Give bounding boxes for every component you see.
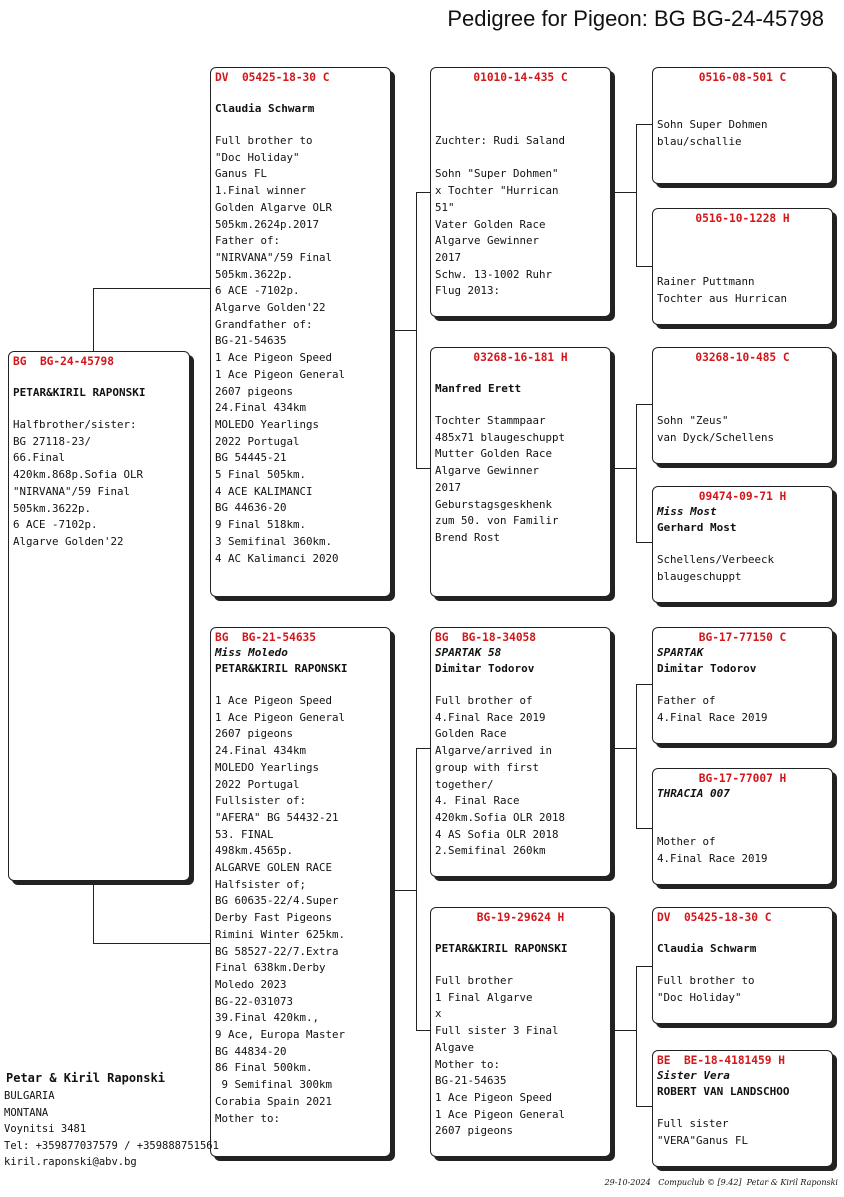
note-line: 86 Final 500km. bbox=[215, 1061, 313, 1075]
note-line: Full brother to bbox=[215, 134, 313, 147]
note-line: 4 AC Kalimanci 2020 bbox=[215, 551, 339, 565]
note-line: 39.Final 420km., bbox=[215, 1011, 320, 1025]
note-line: 66.Final bbox=[13, 451, 66, 465]
breeder-info bbox=[4, 1068, 219, 1171]
note-line: Golden Algarve OLR bbox=[215, 200, 333, 214]
note-line: Derby Fast Pigeons bbox=[215, 911, 333, 925]
pigeon-card-ff[interactable] bbox=[430, 67, 611, 317]
note-line: Vater Golden Race bbox=[435, 217, 546, 231]
note-line: 9 Semifinal 300km bbox=[215, 1078, 333, 1092]
note-line: 485x71 blaugeschuppt bbox=[435, 430, 566, 444]
note-line: 498km.4565p. bbox=[215, 844, 294, 858]
note-line: Schw. 13-1002 Ruhr bbox=[435, 267, 553, 281]
note-line bbox=[435, 150, 606, 167]
connector-line bbox=[416, 192, 417, 468]
note-line: Rimini Winter 625km. bbox=[215, 927, 346, 941]
note-line: Brend Rost bbox=[435, 530, 501, 544]
notes bbox=[657, 693, 828, 726]
note-line: x Tochter "Hurrican bbox=[435, 184, 559, 198]
connector-line bbox=[636, 966, 637, 1106]
ring-number: DV 05425-18-30 C bbox=[657, 911, 772, 924]
note-line: 5 Final 505km. bbox=[215, 468, 307, 482]
connector-line bbox=[93, 288, 94, 352]
breeder-address bbox=[4, 1088, 219, 1171]
pigeon-card-fff[interactable] bbox=[652, 67, 833, 184]
notes bbox=[435, 693, 606, 860]
ring-number: 09474-09-71 H bbox=[698, 490, 787, 503]
note-line: 1 Ace Pigeon Speed bbox=[215, 351, 333, 365]
pigeon-name: Sister Vera bbox=[657, 1069, 730, 1082]
connector-line bbox=[93, 288, 211, 289]
note-line: MOLEDO Yearlings bbox=[215, 417, 320, 431]
note-line: 1 Ace Pigeon General bbox=[435, 1107, 566, 1121]
connector-line bbox=[636, 124, 637, 266]
note-line: "NIRVANA"/59 Final bbox=[215, 250, 333, 264]
note-line: Algarve/arrived in bbox=[435, 744, 553, 758]
notes bbox=[657, 1116, 828, 1149]
note-line: 420km.Sofia OLR 2018 bbox=[435, 810, 566, 824]
note-line: 1 Final Algarve bbox=[435, 990, 533, 1004]
connector-line bbox=[392, 330, 416, 331]
note-line: Mother of bbox=[657, 835, 716, 848]
pigeon-card-main[interactable] bbox=[8, 351, 190, 881]
breeder-name: Petar & Kiril Raponski bbox=[6, 1071, 165, 1085]
page-title: Pedigree for Pigeon: BG BG-24-45798 bbox=[447, 6, 824, 31]
ring-number: BG BG-18-34058 bbox=[435, 631, 537, 644]
notes bbox=[435, 413, 606, 547]
ring-number: BE BE-18-4181459 H bbox=[657, 1054, 785, 1067]
note-line: blaugeschuppt bbox=[657, 569, 742, 583]
note-line: "Doc Holiday" bbox=[215, 150, 300, 164]
note-line: 51" bbox=[435, 200, 455, 214]
note-line: 2022 Portugal bbox=[215, 434, 300, 448]
ring-number: BG-17-77150 C bbox=[698, 631, 787, 644]
note-line: Full brother bbox=[435, 974, 514, 987]
note-line: Sohn "Super Dohmen" bbox=[435, 167, 559, 181]
note-line: Ganus FL bbox=[215, 167, 268, 181]
note-line: MOLEDO Yearlings bbox=[215, 760, 320, 774]
notes bbox=[215, 133, 386, 567]
note-line: zum 50. von Familir bbox=[435, 514, 559, 528]
connector-line bbox=[416, 468, 430, 469]
note-line: 24.Final 434km bbox=[215, 401, 307, 415]
note-line: Halfbrother/sister: bbox=[13, 418, 137, 431]
note-line: Algarve Gewinner bbox=[435, 234, 540, 248]
connector-line bbox=[636, 828, 652, 829]
note-line: BG-22-031073 bbox=[215, 994, 294, 1008]
ring-number: BG-17-77007 H bbox=[698, 772, 787, 785]
pigeon-card-fm[interactable] bbox=[430, 347, 611, 597]
pigeon-name: SPARTAK bbox=[657, 646, 704, 659]
note-line: 6 ACE -7102p. bbox=[13, 518, 98, 532]
pigeon-card-mother[interactable] bbox=[210, 627, 391, 1157]
note-line: BG 44834-20 bbox=[215, 1044, 287, 1058]
connector-line bbox=[636, 542, 652, 543]
pigeon-card-mfm[interactable] bbox=[652, 768, 833, 885]
note-line: Full sister bbox=[657, 1117, 729, 1130]
note-line: 2017 bbox=[435, 250, 462, 264]
ring-number: 0516-10-1228 H bbox=[695, 212, 790, 225]
note-line: Full brother of bbox=[435, 694, 533, 707]
note-line: Father of bbox=[657, 694, 716, 707]
note-line: 1.Final winner bbox=[215, 184, 307, 198]
connector-line bbox=[93, 880, 94, 943]
note-line: Zuchter: Rudi Saland bbox=[435, 134, 566, 147]
pigeon-name: SPARTAK 58 bbox=[435, 646, 502, 659]
note-line: 9 Ace, Europa Master bbox=[215, 1028, 346, 1042]
note-line: 505km.2624p.2017 bbox=[215, 217, 320, 231]
ring-number: 0516-08-501 C bbox=[698, 71, 787, 84]
pigeon-card-mf[interactable] bbox=[430, 627, 611, 877]
note-line: "AFERA" BG 54432-21 bbox=[215, 810, 339, 824]
note-line: "NIRVANA"/59 Final bbox=[13, 484, 131, 498]
note-line: BG 54445-21 bbox=[215, 451, 287, 465]
note-line: 9 Final 518km. bbox=[215, 518, 307, 532]
connector-line bbox=[416, 1030, 430, 1031]
note-line: BG-21-54635 bbox=[215, 334, 287, 348]
note-line: Algarve Golden'22 bbox=[13, 534, 124, 548]
connector-line bbox=[416, 748, 417, 1030]
note-line: Mother to: bbox=[435, 1057, 501, 1071]
note-line: Final 638km.Derby bbox=[215, 961, 326, 975]
connector-line bbox=[636, 684, 637, 828]
connector-line bbox=[636, 1106, 652, 1107]
pigeon-card-mm[interactable] bbox=[430, 907, 611, 1157]
note-line: 2607 pigeons bbox=[215, 384, 294, 398]
owner-name: Gerhard Most bbox=[657, 521, 737, 534]
note-line: x bbox=[435, 1007, 442, 1021]
ring-number: BG BG-24-45798 bbox=[13, 355, 115, 368]
connector-line bbox=[416, 748, 430, 749]
owner-name: ROBERT VAN LANDSCHOO bbox=[657, 1085, 790, 1098]
note-line: 4. Final Race bbox=[435, 794, 520, 808]
note-line: ALGARVE GOLEN RACE bbox=[215, 861, 333, 875]
note-line: Mother to: bbox=[215, 1111, 281, 1125]
connector-line bbox=[612, 192, 636, 193]
notes bbox=[435, 973, 606, 1140]
note-line: 4.Final Race 2019 bbox=[657, 710, 768, 724]
note-line: 6 ACE -7102p. bbox=[215, 284, 300, 298]
note-line: 4.Final Race 2019 bbox=[435, 710, 546, 724]
ring-number: BG BG-21-54635 bbox=[215, 631, 317, 644]
connector-line bbox=[636, 404, 637, 542]
note-line: "VERA"Ganus FL bbox=[657, 1133, 749, 1147]
notes bbox=[215, 693, 386, 1127]
connector-line bbox=[612, 748, 636, 749]
note-line: 4 ACE KALIMANCI bbox=[215, 484, 313, 498]
owner-name: PETAR&KIRIL RAPONSKI bbox=[13, 386, 146, 399]
note-line: BG 27118-23/ bbox=[13, 434, 92, 448]
pigeon-card-mmm[interactable] bbox=[652, 1050, 833, 1167]
connector-line bbox=[636, 684, 652, 685]
note-line: Tochter Stammpaar bbox=[435, 414, 546, 427]
note-line: Voynitsi 3481 bbox=[4, 1123, 87, 1135]
connector-line bbox=[612, 468, 636, 469]
connector-line bbox=[636, 266, 652, 267]
notes bbox=[657, 413, 828, 446]
note-line: Rainer Puttmann bbox=[657, 275, 755, 288]
note-line: Full sister 3 Final bbox=[435, 1024, 559, 1038]
pigeon-card-ffm[interactable] bbox=[652, 208, 833, 325]
note-line: van Dyck/Schellens bbox=[657, 430, 775, 444]
note-line: Full brother to bbox=[657, 974, 755, 987]
ring-number: 03268-10-485 C bbox=[695, 351, 790, 364]
note-line: Halfsister of; bbox=[215, 877, 307, 891]
note-line: Corabia Spain 2021 bbox=[215, 1094, 333, 1108]
note-line: BG-21-54635 bbox=[435, 1074, 507, 1088]
note-line: 2607 pigeons bbox=[215, 727, 294, 741]
note-line: Algave bbox=[435, 1040, 475, 1054]
note-line: 2607 pigeons bbox=[435, 1124, 514, 1138]
owner-name: PETAR&KIRIL RAPONSKI bbox=[435, 942, 568, 955]
note-line: 24.Final 434km bbox=[215, 744, 307, 758]
note-line: 3 Semifinal 360km. bbox=[215, 534, 333, 548]
note-line: BG 44636-20 bbox=[215, 501, 287, 515]
connector-line bbox=[636, 966, 652, 967]
note-line: 420km.868p.Sofia OLR bbox=[13, 468, 144, 482]
connector-line bbox=[612, 1030, 636, 1031]
pigeon-name: Miss Most bbox=[657, 505, 717, 518]
owner-name: Manfred Erett bbox=[435, 382, 522, 395]
note-line: Schellens/Verbeeck bbox=[657, 553, 775, 566]
pigeon-name: THRACIA 007 bbox=[657, 787, 730, 800]
notes bbox=[657, 973, 828, 1006]
connector-line bbox=[636, 404, 652, 405]
note-line: Fullsister of: bbox=[215, 794, 307, 808]
note-line: "Doc Holiday" bbox=[657, 990, 742, 1004]
note-line: 1 Ace Pigeon General bbox=[215, 367, 346, 381]
note-line: 1 Ace Pigeon Speed bbox=[435, 1090, 553, 1104]
footer-credit: 29-10-2024 Compuclub © [9.42] Petar & Kiril Raponski bbox=[604, 1178, 838, 1187]
note-line: 505km.3622p. bbox=[13, 501, 92, 515]
note-line: 2022 Portugal bbox=[215, 777, 300, 791]
note-line: kiril.raponski@abv.bg bbox=[4, 1156, 137, 1168]
note-line: together/ bbox=[435, 777, 494, 791]
pigeon-card-fmf[interactable] bbox=[652, 347, 833, 464]
note-line: 1 Ace Pigeon Speed bbox=[215, 694, 333, 707]
note-line: Golden Race bbox=[435, 727, 507, 741]
note-line: 53. FINAL bbox=[215, 827, 274, 841]
note-line: 4.Final Race 2019 bbox=[657, 851, 768, 865]
note-line: Algarve Golden'22 bbox=[215, 301, 326, 315]
connector-line bbox=[93, 943, 211, 944]
note-line: blau/schallie bbox=[657, 134, 742, 148]
note-line: Sohn Super Dohmen bbox=[657, 118, 768, 131]
notes bbox=[13, 417, 185, 551]
ring-number: BG-19-29624 H bbox=[476, 911, 565, 924]
connector-line bbox=[636, 124, 652, 125]
connector-line bbox=[392, 890, 416, 891]
notes bbox=[657, 274, 828, 307]
note-line: Geburstagsgeskhenk bbox=[435, 497, 553, 511]
note-line: Flug 2013: bbox=[435, 284, 501, 298]
pigeon-name: Miss Moledo bbox=[215, 646, 288, 659]
connector-line bbox=[416, 192, 430, 193]
pigeon-card-mff[interactable] bbox=[652, 627, 833, 744]
note-line: Father of: bbox=[215, 234, 281, 248]
note-line: Tochter aus Hurrican bbox=[657, 291, 788, 305]
notes bbox=[657, 117, 828, 150]
ring-number: 03268-16-181 H bbox=[473, 351, 568, 364]
note-line: group with first bbox=[435, 760, 540, 774]
note-line: Mutter Golden Race bbox=[435, 447, 553, 461]
pigeon-card-fmm[interactable] bbox=[652, 486, 833, 603]
note-line: Tel: +359877037579 / +359888751561 bbox=[4, 1139, 219, 1152]
ring-number: DV 05425-18-30 C bbox=[215, 71, 330, 84]
note-line: 1 Ace Pigeon General bbox=[215, 710, 346, 724]
note-line: Algarve Gewinner bbox=[435, 464, 540, 478]
note-line: Grandfather of: bbox=[215, 317, 313, 331]
note-line: MONTANA bbox=[4, 1106, 49, 1119]
owner-name: Dimitar Todorov bbox=[435, 662, 535, 675]
ring-number: 01010-14-435 C bbox=[473, 71, 568, 84]
owner-name: Claudia Schwarm bbox=[215, 102, 315, 115]
notes bbox=[435, 133, 606, 300]
pigeon-card-father[interactable] bbox=[210, 67, 391, 597]
note-line: 505km.3622p. bbox=[215, 267, 294, 281]
notes bbox=[657, 552, 828, 585]
owner-name: Claudia Schwarm bbox=[657, 942, 757, 955]
note-line: 4 AS Sofia OLR 2018 bbox=[435, 827, 559, 841]
owner-name: Dimitar Todorov bbox=[657, 662, 757, 675]
owner-name: PETAR&KIRIL RAPONSKI bbox=[215, 662, 348, 675]
note-line: Moledo 2023 bbox=[215, 977, 287, 991]
note-line: BG 58527-22/7.Extra bbox=[215, 944, 339, 958]
note-line: BULGARIA bbox=[4, 1090, 55, 1102]
note-line: 2.Semifinal 260km bbox=[435, 844, 546, 858]
note-line: Sohn "Zeus" bbox=[657, 414, 729, 427]
pigeon-card-mmf[interactable] bbox=[652, 907, 833, 1024]
note-line: 2017 bbox=[435, 480, 462, 494]
note-line: BG 60635-22/4.Super bbox=[215, 894, 339, 908]
notes bbox=[657, 834, 828, 867]
